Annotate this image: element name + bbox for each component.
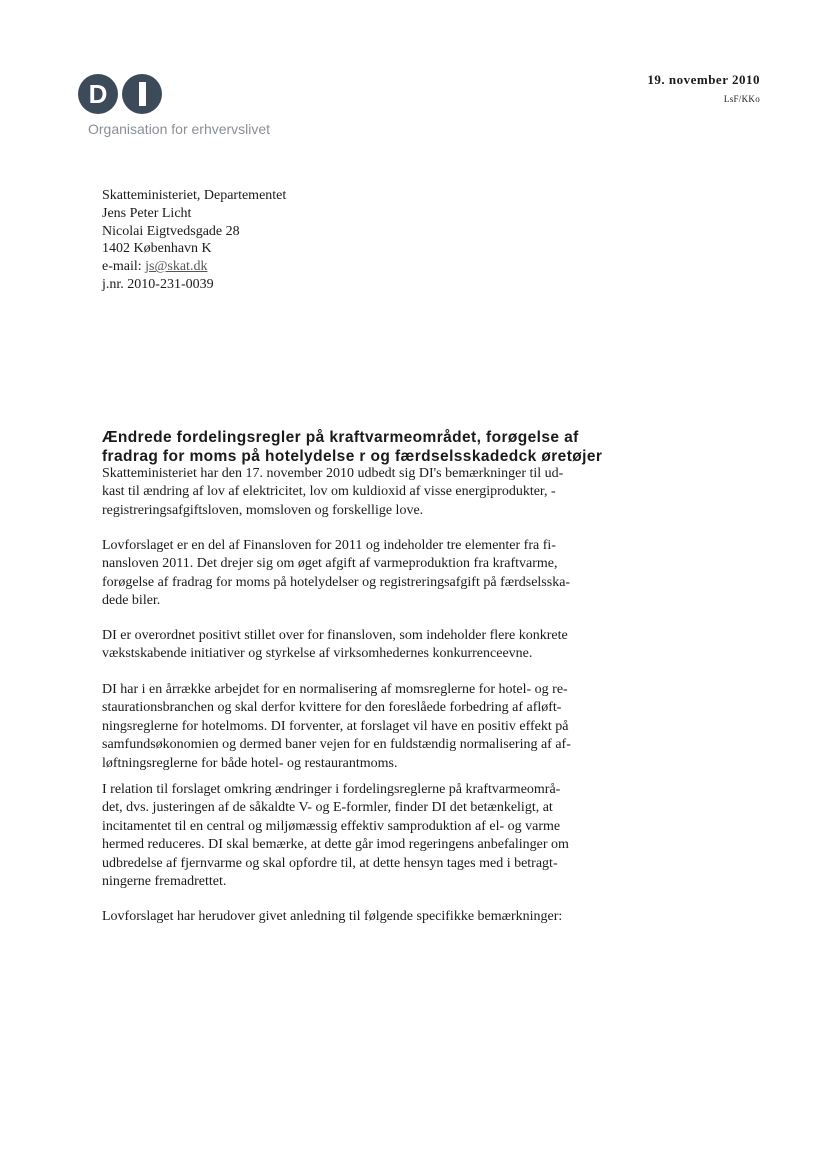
text-line: Lovforslaget har herudover givet anledning til følgende specifikke bemærkninger: [102, 909, 563, 924]
letter-date: 19. november 2010 [647, 72, 760, 87]
text-line: løftningsreglerne for både hotel- og restaurantmoms. [102, 755, 398, 771]
heading-line: Ændrede fordelingsregler på kraftvarmeområdet, forøgelse af [102, 429, 579, 446]
text-line: vækstskabende initiativer og styrkelse af virksomhedernes konkurrenceevne. [102, 646, 533, 662]
logo-circle-d [78, 74, 118, 114]
logo-tagline: Organisation for erhvervslivet [88, 121, 271, 137]
text-line: DI har i en årrække arbejdet for en normalisering af momsreglerne for hotel- og re- [102, 682, 568, 697]
text-line: registreringsafgiftsloven, momsloven og forskellige love. [102, 502, 424, 518]
di-logo [78, 74, 162, 118]
text-line: Lovforslaget er en del af Finansloven for 2011 og indeholder tre elementer fra fi- [102, 538, 556, 553]
text-line: hermed reduceres. DI skal bemærke, at dette går imod regeringens anbefalinger om [102, 837, 569, 853]
paragraph-cogeneration [102, 781, 684, 891]
email-link[interactable]: js@skat.dk [145, 259, 208, 275]
letter-reference: LsF/KKo [723, 94, 760, 104]
text-line: kast til ændring af lov af elektricitet, lov om kuldioxid af visse energiprodukter, - [102, 484, 556, 500]
paragraph-positive-stance [102, 627, 684, 664]
paragraph-specific-remarks [102, 908, 684, 926]
text-line: ningsreglerne for hotelmoms. DI forventer, at forslaget vil have en positiv effekt på [102, 718, 569, 734]
text-line: forøgelse af fradrag for moms på hotelydelser og registreringsafgift på færdselsska- [102, 574, 571, 590]
paragraph-intro [102, 465, 684, 520]
text-line: det, dvs. justeringen af de såkaldte V- og E-formler, finder DI det betænkeligt, at [102, 800, 553, 816]
text-line: incitamentet til en central og miljømæssig effektiv samproduktion af el- og varme [102, 818, 561, 834]
paragraph-hotel-vat [102, 681, 684, 773]
email-label: e-mail: [102, 259, 146, 275]
logo-letter-d: D [88, 79, 108, 109]
letter-heading [102, 428, 684, 466]
text-line: udbredelse af fjernvarme og skal opfordre til, at dette hensyn tages med i betragt- [102, 855, 558, 871]
address-line: Skatteministeriet, Departementet [102, 188, 287, 203]
journal-number: j.nr. 2010-231-0039 [102, 276, 214, 292]
text-line: dede biler. [102, 593, 161, 609]
logo-letter-i [139, 82, 146, 106]
text-line: samfundsøkonomien og dermed baner vejen for en fuldstændig normalisering af af- [102, 737, 571, 753]
address-line: Jens Peter Licht [102, 205, 192, 221]
text-line: I relation til forslaget omkring ændringer i fordelingsreglerne på kraftvarmeområ- [102, 782, 561, 797]
address-line: 1402 København K [102, 241, 212, 257]
text-line: DI er overordnet positivt stillet over for finansloven, som indeholder flere konkrete [102, 628, 568, 643]
text-line: Skatteministeriet har den 17. november 2010 udbedt sig DI's bemærkninger til ud- [102, 466, 564, 481]
recipient-address [102, 187, 286, 294]
text-line: nansloven 2011. Det drejer sig om øget afgift af varmeproduktion fra kraftvarme, [102, 556, 558, 572]
email-line [102, 258, 286, 276]
paragraph-finance-bill [102, 537, 684, 611]
logo-circle-i [122, 74, 162, 114]
text-line: ningerne fremadrettet. [102, 874, 227, 890]
address-line: Nicolai Eigtvedsgade 28 [102, 223, 240, 239]
heading-line: fradrag for moms på hotelydelse r og færdselsskadedck øretøjer [102, 448, 603, 465]
text-line: staurationsbranchen og skal derfor kvittere for den foreslåede forbedring af afløft- [102, 700, 562, 716]
